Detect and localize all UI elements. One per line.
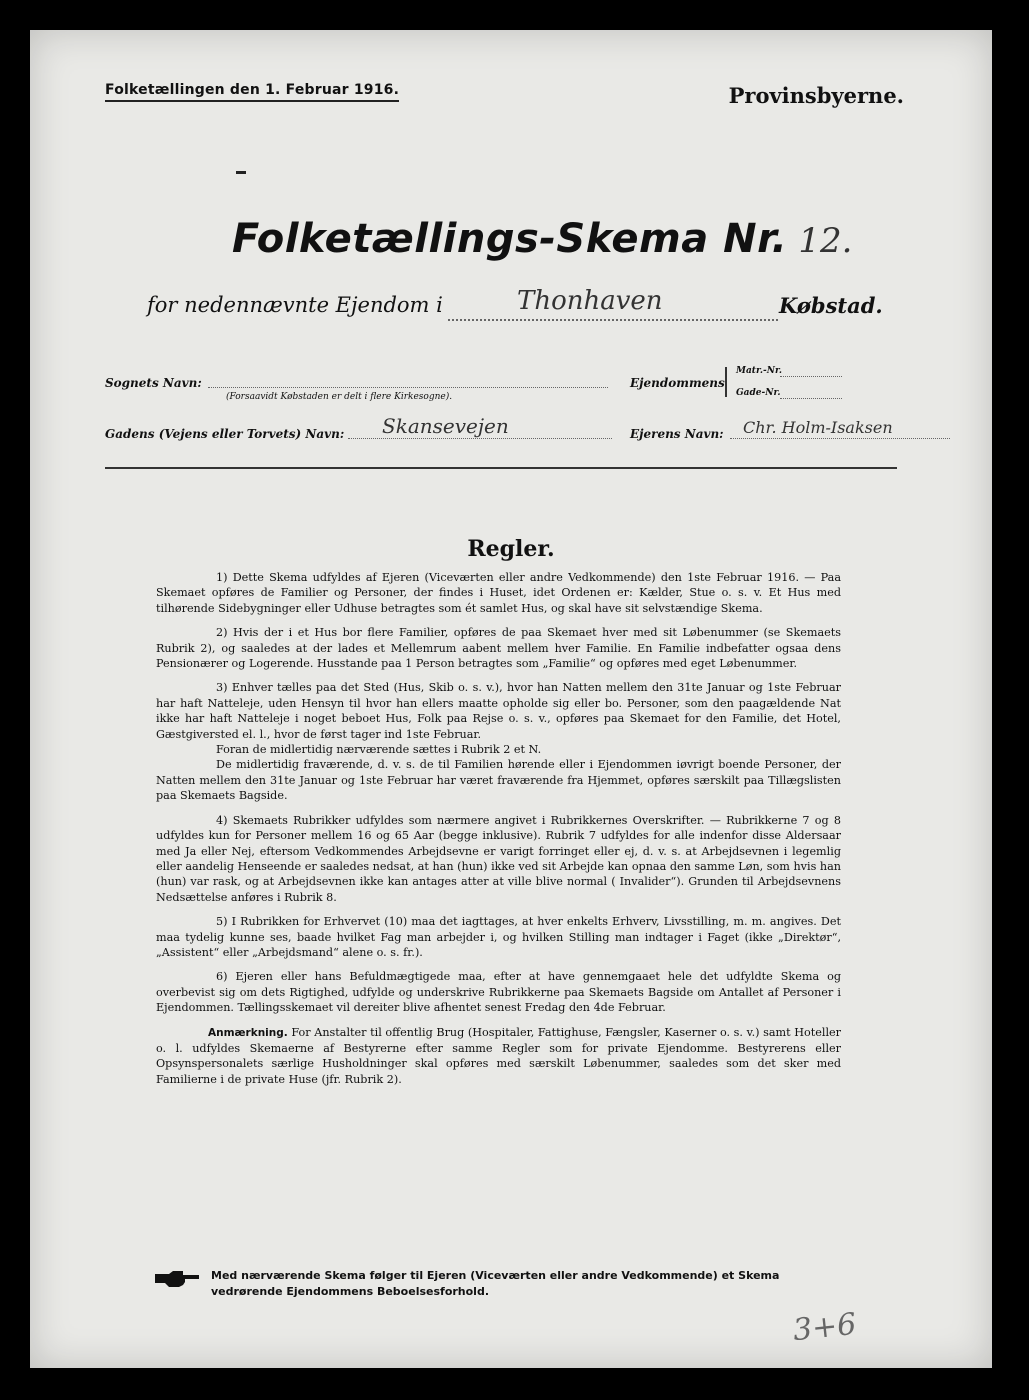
form-title <box>232 216 852 276</box>
pointing-hand-icon <box>153 1268 201 1290</box>
gade-field-line <box>780 398 842 399</box>
annotation <box>156 1025 841 1088</box>
form-number-handwritten: 12. <box>798 221 853 261</box>
rule-2: 2) Hvis der i et Hus bor flere Familier, opføres de paa Skemaet hver med sit Løbenummer (se Skemaets Rubrik 2), og saaledes at der lades et Mellemrum aabent mellem hver Familie. En Familie indbefatter ogsaa dens Pensionærer og Logerende. Husstande paa 1 Person betragtes som „Familie“ og opføres med eget Løbenummer. <box>156 626 841 671</box>
matr-field-line <box>780 376 842 377</box>
rule-3-sub-absent: De midlertidig fraværende, d. v. s. de til Familien hørende eller i Ejendommen iøvrigt boende Personer, der Natten mellem den 31te Januar og 1ste Februar har været fraværende fra Hjemmet, opføres særskilt paa Tillægslisten paa Skemaets Bagside. <box>156 758 841 803</box>
rule-6: 6) Ejeren eller hans Befuldmægtigede maa, efter at have gennemgaaet hele det udfyldte Skema og overbevist sig om dets Rigtighed, udfylde og underskrive Rubrikkerne paa Skemaets Bagside om Antallet af Personer i Ejendommen. Tællingsskemaet vil dereiter blive afhentet senest Fredag den 4de Februar. <box>156 970 841 1015</box>
street-field-line <box>348 438 612 439</box>
owner-handwritten: Chr. Holm-Isaksen <box>743 418 893 437</box>
street-label: Gadens (Vejens eller Torvets) Navn: <box>105 427 345 441</box>
census-form-sheet <box>30 30 992 1368</box>
corner-pencil-note: 3+6 <box>791 1306 858 1349</box>
owner-field-line <box>730 438 950 439</box>
rule-3-sub-present: Foran de midlertidig nærværende sættes i Rubrik 2 et N. <box>216 743 542 757</box>
rules-body <box>156 570 841 1096</box>
decorative-dash <box>236 171 246 174</box>
annotation-text: For Anstalter til offentlig Brug (Hospitaler, Fattighuse, Fængsler, Kaserner o. s. v.) samt Hoteller o. l. udfyldes Skemaerne af Bestyrerne efter samme Regler som for private Ejendomme. Bestyrerens eller Opsynspersonalets særlige Husholdninger skal opføres med særskilt Løbenummer, saaledes som det sker med Familierne i de private Huse (jfr. Rubrik 2). <box>156 1025 841 1086</box>
gade-label: Gade-Nr. <box>736 388 781 398</box>
census-date-header: Folketællingen den 1. Februar 1916. <box>105 82 399 102</box>
rule-1: 1) Dette Skema udfyldes af Ejeren (Viceværten eller andre Vedkommende) den 1ste Februar 1916. — Paa Skemaet opføres de Familier og Personer, der findes i Huset, idet Ordenen er: Kælder, Stue o. s. v. Et Hus med tilhørende Sidebygninger eller Udhuse betragtes som ét samlet Hus, og skal have sit selvstændige Skema. <box>156 571 841 615</box>
parish-label: Sognets Navn: <box>105 376 202 390</box>
property-bracket <box>725 367 727 397</box>
city-handwritten: Thonhaven <box>517 286 663 316</box>
city-suffix: Købstad. <box>779 293 883 318</box>
form-title-text: Folketællings-Skema Nr. <box>232 216 788 262</box>
matr-label: Matr.-Nr. <box>736 366 783 376</box>
rules-heading: Regler. <box>467 536 555 562</box>
street-handwritten: Skansevejen <box>382 414 509 438</box>
rule-4: 4) Skemaets Rubrikker udfyldes som nærmere angivet i Rubrikkernes Overskrifter. — Rubrikkerne 7 og 8 udfyldes kun for Personer mellem 16 og 65 Aar (begge inklusive). Rubrik 7 udfyldes for alle indenfor disse Aldersaar med Ja eller Nej, eftersom Vedkommendes Arbejdsevne er varigt forringet eller ej, d. v. s. at Arbejdsevnen i legemlig eller aandelig Henseende er saaledes nedsat, at han (hun) ikke ved sit Arbejde kan opnaa den samme Løn, som hvis han (hun) var rask, og at Arbejdsevnen ikke kan antages atter at ville blive normal ( Invalider“). Grunden til Arbejdsevnens Nedsættelse anføres i Rubrik 8. <box>156 813 841 904</box>
parish-note: (Forsaavidt Købstaden er delt i flere Kirkesogne). <box>226 392 453 402</box>
header-divider <box>105 467 897 469</box>
parish-field-line <box>208 387 608 388</box>
property-label: Ejendommens <box>630 376 725 390</box>
province-header: Provinsbyerne. <box>728 83 904 108</box>
rule-5: 5) I Rubrikken for Erhvervet (10) maa det iagttages, at hver enkelts Erhverv, Livsstilling, m. m. angives. Det maa tydelig kunne ses, baade hvilket Fag man arbejder i, og hvilken Stilling man indtager i Faget (ikke „Direktør“, „Assistent“ eller „Arbejdsmand“ alene o. s. fr.). <box>156 915 841 959</box>
annotation-label: Anmærkning. <box>208 1026 288 1039</box>
property-for-label: for nedennævnte Ejendom i <box>147 293 443 317</box>
rule-3: 3) Enhver tælles paa det Sted (Hus, Skib o. s. v.), hvor han Natten mellem den 31te Januar og 1ste Februar har haft Natteleje, uden Hensyn til hvor han ellers maatte opholde sig eller bo. Personer, som den paagældende Nat ikke har haft Natteleje i noget beboet Hus, Folk paa Rejse o. s. v., opføres paa Skemaet for den Familie, det Hotel, Gæstgiversted el. l., hvor de først tager ind 1ste Februar. <box>156 681 841 741</box>
city-field-line <box>448 319 778 321</box>
owner-label: Ejerens Navn: <box>630 427 724 441</box>
footnote: Med nærværende Skema følger til Ejeren (Viceværten eller andre Vedkommende) et Skema vedrørende Ejendommens Beboelsesforhold. <box>211 1269 780 1298</box>
